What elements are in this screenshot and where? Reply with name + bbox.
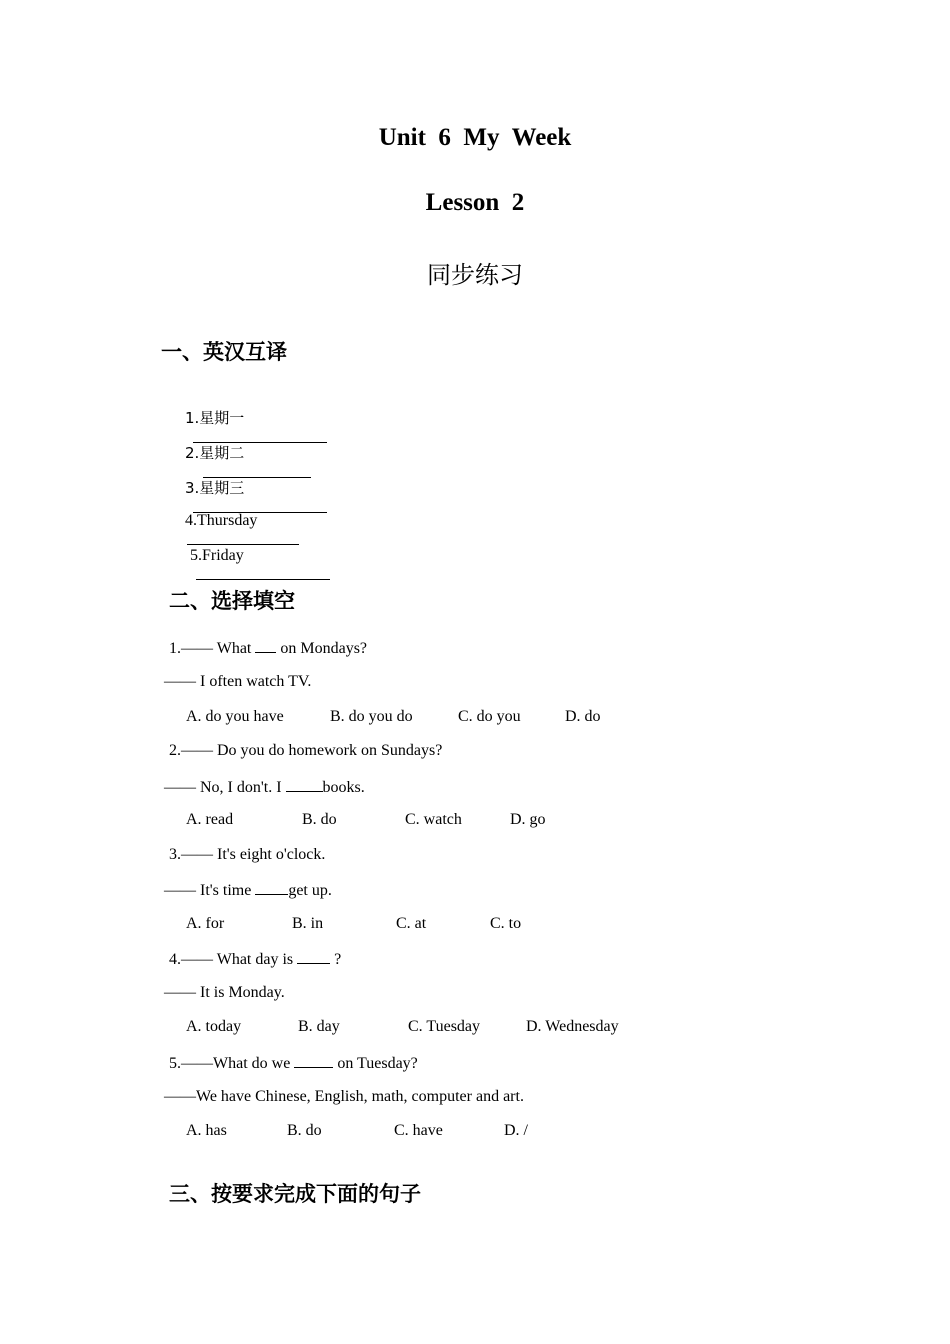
answer-line-3 [164,880,332,900]
unit-title: Unit 6 My Week [378,124,572,151]
option-1c[interactable]: C. do you [458,708,521,725]
answer-line-5: ——We have Chinese, English, math, computer and art. [164,1088,524,1105]
page-subtitle: 同步练习 [427,261,523,289]
question-5 [169,1053,418,1073]
question-text: 5.——What do we [169,1055,295,1072]
option-4c[interactable]: C. Tuesday [408,1018,481,1035]
answer-blank[interactable] [297,949,330,964]
answer-blank[interactable] [294,1053,333,1068]
question-text-end: ? [330,951,342,968]
option-3b[interactable]: B. in [292,915,324,932]
option-2d[interactable]: D. go [510,811,546,828]
translation-item [182,529,330,585]
option-5b[interactable]: B. do [287,1122,322,1139]
item-prompt: 1.星期一 [185,409,245,427]
option-5d[interactable]: D. / [504,1122,528,1139]
item-prompt: 4.Thursday [185,512,258,529]
lesson-title: Lesson 2 [425,189,525,216]
question-3: 3.—— It's eight o'clock. [169,846,326,863]
section-heading-translation: 一、英汉互译 [161,340,287,364]
question-text: 1.—— What [169,640,256,657]
section-heading-complete-sentences: 三、按要求完成下面的句子 [169,1182,421,1206]
option-2a[interactable]: A. read [186,811,234,828]
option-1a[interactable]: A. do you have [186,708,284,725]
option-4d[interactable]: D. Wednesday [526,1018,619,1035]
answer-text: —— It's time [164,882,256,899]
answer-line-1: —— I often watch TV. [164,673,312,690]
option-2c[interactable]: C. watch [405,811,462,828]
answer-line-4: —— It is Monday. [164,984,285,1001]
answer-blank[interactable] [196,565,330,580]
question-text: 4.—— What day is [169,951,298,968]
option-2b[interactable]: B. do [302,811,337,828]
item-prompt: 5.Friday [190,547,244,564]
answer-text-end: books. [322,779,365,796]
answer-blank[interactable] [255,638,276,653]
option-3d[interactable]: C. to [490,915,522,932]
option-5a[interactable]: A. has [186,1122,227,1139]
item-prompt: 3.星期三 [185,479,245,497]
answer-blank[interactable] [286,777,323,792]
option-5c[interactable]: C. have [394,1122,443,1139]
question-1 [169,638,367,658]
question-text-end: on Mondays? [276,640,368,657]
item-prompt: 2.星期二 [185,444,245,462]
section-heading-multiple-choice: 二、选择填空 [169,589,295,613]
option-1d[interactable]: D. do [565,708,601,725]
answer-text: —— No, I don't. I [164,779,286,796]
answer-line-2 [164,777,365,797]
question-2: 2.—— Do you do homework on Sundays? [169,742,443,759]
option-4a[interactable]: A. today [186,1018,242,1035]
option-1b[interactable]: B. do you do [330,708,413,725]
question-4 [169,949,341,969]
option-4b[interactable]: B. day [298,1018,340,1035]
answer-text-end: get up. [288,882,332,899]
answer-blank[interactable] [255,880,288,895]
option-3c[interactable]: C. at [396,915,427,932]
question-text-end: on Tuesday? [333,1055,418,1072]
option-3a[interactable]: A. for [186,915,225,932]
